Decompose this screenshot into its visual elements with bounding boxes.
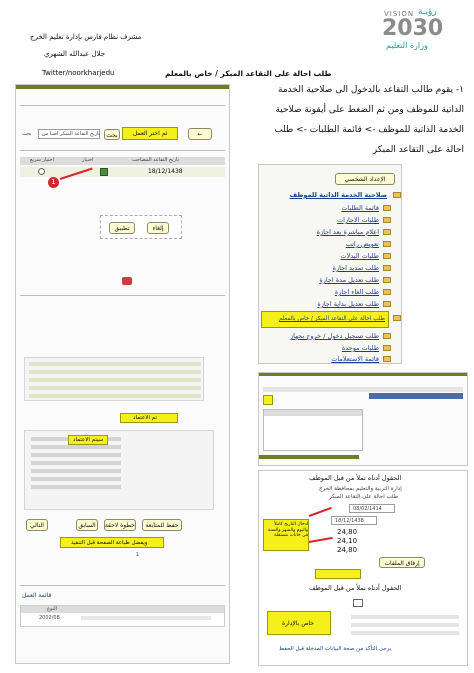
- cancel-button[interactable]: إلغاء: [147, 222, 169, 234]
- folder-icon: [383, 345, 391, 351]
- form-grid: [263, 409, 363, 451]
- menu-item-leave[interactable]: طلبات الاجازات: [336, 216, 379, 224]
- ministry-name: وزارة التعليم: [386, 41, 428, 50]
- footer-note: يرجى التأكد من صحة البيانات المدخلة قبل الحفظ: [279, 646, 392, 652]
- menu-item-check-in-out[interactable]: طلب تسجيل دخول / خروج بجهاز: [290, 332, 379, 340]
- work-list: النوع 2002/08: [20, 605, 225, 627]
- folder-icon: [383, 356, 391, 362]
- page-number: 1: [136, 552, 140, 558]
- radio-button[interactable]: [38, 168, 45, 175]
- results-table-header: تاريخ التقاعد المصاحب اختيار اختيار سريع: [20, 157, 225, 165]
- search-select[interactable]: تاريخ التقاعد المبكر اصبا س: [38, 129, 100, 139]
- confirm-note: تم الاعتماد: [120, 413, 178, 423]
- menu-item-allowances[interactable]: طلبات البدلات: [340, 252, 379, 260]
- right-screenshot: [258, 372, 468, 466]
- highlight-box: ثم اختر العمل: [122, 127, 178, 140]
- folder-icon: [393, 315, 401, 321]
- employee-panel: [24, 430, 214, 510]
- attach-highlight: [315, 569, 361, 579]
- instruction: ١- يقوم طالب التقاعد بالدخول الى صلاحية الخدمة الذاتية للموظف ومن ثم الضغط على أيقونة صلاحية الخدمة الذاتية للموظف -> قائمة الطلبات -> طلب احالة على التقاعد المبكر: [274, 85, 464, 155]
- menu-item-extend[interactable]: طلب تمديد اجازة: [332, 264, 379, 272]
- section-title-2: الحقول أدناه تملأ من قبل الموظف: [309, 584, 402, 592]
- date-field-a[interactable]: 08/02/1414: [349, 504, 395, 513]
- header-strip: [369, 393, 463, 399]
- folder-icon: [383, 205, 391, 211]
- menu-root[interactable]: صلاحية الخدمة الذاتية للموظف: [289, 191, 387, 199]
- form-screenshot: [258, 470, 468, 666]
- dialog-box: [100, 215, 182, 239]
- menu-item-modify-start[interactable]: طلب تعديل بداية اجازة: [317, 300, 379, 308]
- later-step-button[interactable]: خطوة لاحقة: [104, 519, 136, 531]
- menu-item-salary[interactable]: تعويض راتب: [345, 240, 379, 248]
- special-admin-box: خاص بالإدارة: [267, 611, 331, 635]
- menu-item-early-retirement[interactable]: طلب احالة على التقاعد المبكر / خاص بالمعلم: [261, 311, 389, 328]
- small-red-icon: [122, 277, 132, 285]
- twitter-handle: Twitter/noorkharjedu: [42, 69, 115, 77]
- next-button[interactable]: التالي: [26, 519, 48, 531]
- vision-logo: [378, 8, 464, 54]
- folder-icon: [383, 277, 391, 283]
- menu-item-resume[interactable]: اعلام مباشرة بعد اجازة: [316, 228, 379, 236]
- value-c: 24,80: [337, 546, 358, 554]
- approve-note: سيتم الاعتماد: [68, 435, 108, 445]
- info-panel: [24, 357, 204, 401]
- nav-highlight: [263, 395, 273, 405]
- step-badge: 1: [48, 177, 59, 188]
- menu-item-unified[interactable]: طلبات موحدة: [341, 344, 379, 352]
- vision-year: 2030: [382, 16, 444, 41]
- print-note: ويفضل طباعة الصفحة قبل التنفيذ: [60, 537, 164, 548]
- menu-item-modify-duration[interactable]: طلب تعديل مدة اجازة: [319, 276, 379, 284]
- page-title: طلب احالة على التقاعد المبكر / خاص بالمعلم: [165, 69, 332, 78]
- vision-script: رؤيـة: [418, 7, 437, 17]
- folder-icon: [383, 301, 391, 307]
- folder-icon: [383, 229, 391, 235]
- root-folder-icon: [393, 192, 401, 198]
- personalize-button[interactable]: الإعداد الشخصي: [335, 173, 395, 185]
- section-title: الحقول أدناه تملأ من قبل الموظف: [309, 474, 402, 482]
- folder-icon: [383, 333, 391, 339]
- value-b: 24,10: [337, 537, 358, 545]
- supervisor-line: مشرف نظام فارس بإدارة تعليم الخرج: [30, 33, 142, 41]
- menu-screenshot: [258, 164, 402, 364]
- folder-icon: [383, 289, 391, 295]
- note-arrow: [309, 537, 333, 543]
- attach-button[interactable]: إرفاق الملفات: [379, 557, 425, 568]
- field-label: بحث: [22, 131, 32, 137]
- value-a: 24,80: [337, 528, 358, 536]
- work-list-header: قائمة العمل: [22, 592, 52, 599]
- author-line: جلال عبدالله الشهري: [44, 50, 106, 58]
- note-arrow: [309, 507, 332, 517]
- go-button[interactable]: ←: [188, 128, 212, 140]
- menu-item-cancel[interactable]: طلب الغاء اجازة: [334, 288, 379, 296]
- menu-item-inquiries[interactable]: قائمة الاستعلامات: [331, 355, 379, 363]
- folder-icon: [383, 241, 391, 247]
- request-name: طلب احالة على التقاعد المبكر: [329, 494, 399, 500]
- date-note-box: ادخال التاريخ كاملاً واليوم والشهر والسنة في خانات مستقلة: [263, 519, 309, 551]
- back-button[interactable]: السابق: [76, 519, 98, 531]
- folder-icon: [383, 265, 391, 271]
- folder-icon: [383, 253, 391, 259]
- admin-field[interactable]: [353, 599, 363, 607]
- apply-button[interactable]: تطبيق: [109, 222, 135, 234]
- bottom-button-bar: [22, 517, 222, 533]
- folder-icon: [383, 217, 391, 223]
- top-bar: [16, 85, 229, 89]
- date-field-b[interactable]: 18/12/1438: [331, 516, 377, 525]
- save-continue-button[interactable]: حفظ للمتابعة: [142, 519, 182, 531]
- quick-select-icon[interactable]: [100, 168, 108, 176]
- org-name: إدارة التربية والتعليم بمحافظة الخرج: [319, 486, 402, 492]
- menu-item-requests[interactable]: قائمة الطلبات: [341, 204, 379, 212]
- search-button[interactable]: بحث: [104, 129, 120, 140]
- result-row[interactable]: 18/12/1438: [20, 167, 225, 177]
- vision-label: VISION: [384, 10, 415, 18]
- left-screenshot: [15, 84, 230, 664]
